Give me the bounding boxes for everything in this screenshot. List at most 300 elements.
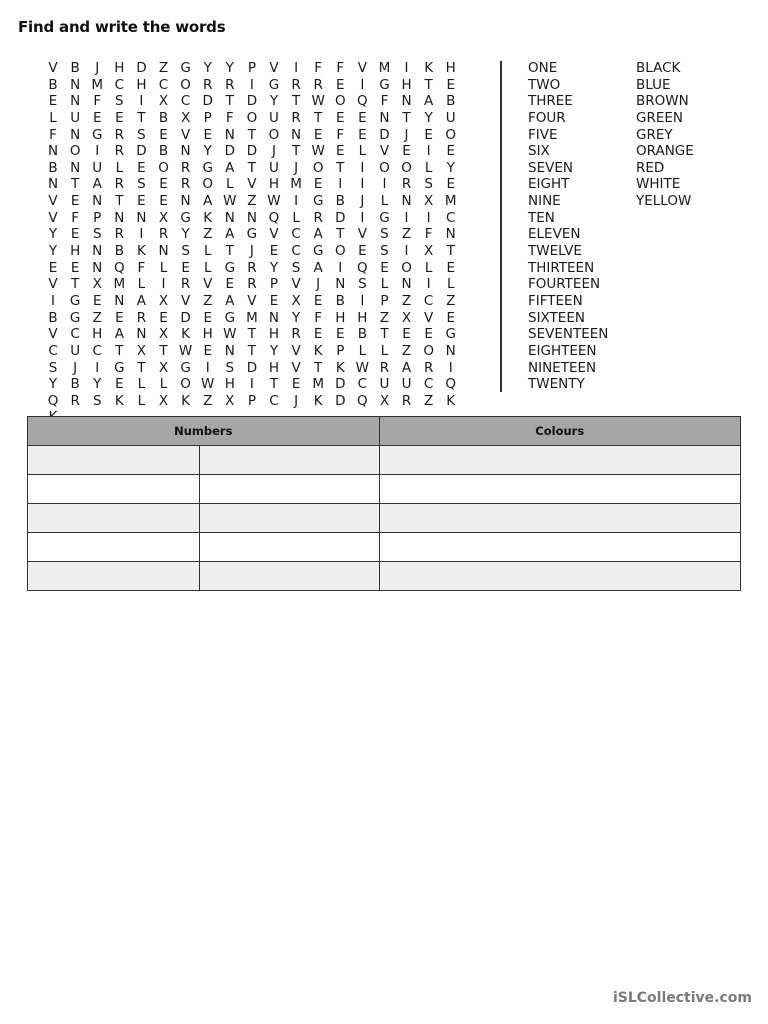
grid-letter: O xyxy=(334,243,346,260)
grid-letter: T xyxy=(269,376,279,393)
grid-letter: Q xyxy=(268,209,280,226)
numbers-answer-cell[interactable] xyxy=(28,475,200,504)
grid-letter: O xyxy=(401,259,412,276)
grid-letter: C xyxy=(70,326,80,343)
grid-letter: T xyxy=(159,342,168,359)
grid-letter: I xyxy=(294,60,299,76)
grid-letter: Y xyxy=(424,109,433,126)
grid-letter: M xyxy=(113,276,126,293)
grid-letter: N xyxy=(136,326,147,343)
grid-letter: O xyxy=(69,143,81,160)
colours-answer-cell[interactable] xyxy=(379,533,741,562)
grid-letter: U xyxy=(92,159,103,176)
number-word: FOUR xyxy=(528,109,566,126)
grid-letter: B xyxy=(158,143,169,160)
grid-letter: F xyxy=(314,309,323,326)
grid-letter: G xyxy=(312,193,324,210)
numbers-answer-cell[interactable] xyxy=(28,562,200,591)
grid-letter: F xyxy=(336,60,345,76)
grid-letter: E xyxy=(446,76,455,93)
grid-letter: I xyxy=(448,359,453,376)
grid-letter: E xyxy=(313,292,323,309)
grid-letter: L xyxy=(380,342,389,359)
grid-letter: O xyxy=(180,376,191,393)
grid-letter: T xyxy=(247,126,257,143)
grid-letter: X xyxy=(136,342,147,359)
grid-letter: X xyxy=(92,276,102,293)
table-row xyxy=(28,562,741,591)
grid-letter: R xyxy=(114,226,125,243)
grid-letter: J xyxy=(316,276,321,293)
grid-letter: Q xyxy=(357,392,368,409)
grid-letter: U xyxy=(379,376,390,393)
grid-letter: E xyxy=(313,126,323,143)
grid-letter: X xyxy=(424,193,434,210)
grid-letter: L xyxy=(446,276,455,293)
grid-letter: S xyxy=(115,93,124,110)
grid-letter: Z xyxy=(379,309,390,326)
grid-letter: K xyxy=(136,243,146,260)
grid-letter: Z xyxy=(203,392,213,409)
grid-letter: R xyxy=(247,276,257,293)
colour-word: YELLOW xyxy=(636,193,692,210)
grid-letter: B xyxy=(114,243,124,260)
grid-letter: R xyxy=(70,392,80,409)
grid-letter: E xyxy=(358,109,367,126)
grid-letter: S xyxy=(92,226,102,243)
grid-letter: K xyxy=(424,60,434,76)
grid-letter: H xyxy=(92,326,103,343)
grid-letter: W xyxy=(267,193,281,210)
grid-letter: B xyxy=(357,326,367,343)
grid-letter: I xyxy=(360,209,365,226)
numbers-answer-cell[interactable] xyxy=(28,533,200,562)
grid-letter: Z xyxy=(203,226,213,243)
numbers-answer-cell[interactable] xyxy=(28,446,200,475)
grid-letter: L xyxy=(292,209,300,226)
grid-letter: T xyxy=(225,93,234,110)
grid-letter: S xyxy=(380,243,389,260)
grid-letter: A xyxy=(225,292,235,309)
grid-letter: E xyxy=(313,176,323,193)
grid-letter: T xyxy=(225,243,234,260)
grid-letter: P xyxy=(269,276,279,293)
grid-letter: J xyxy=(73,359,78,376)
grid-letter: T xyxy=(402,109,411,126)
grid-letter: Y xyxy=(48,243,58,260)
grid-letter: L xyxy=(226,176,234,193)
grid-letter: L xyxy=(358,342,367,359)
grid-letter: I xyxy=(139,93,144,110)
grid-letter: H xyxy=(268,326,280,343)
grid-letter: V xyxy=(48,209,58,226)
colour-word: BLUE xyxy=(636,76,671,93)
grid-letter: I xyxy=(95,143,100,160)
grid-letter: D xyxy=(246,93,258,110)
grid-letter: A xyxy=(313,259,323,276)
number-word: FIFTEEN xyxy=(528,292,583,309)
grid-letter: D xyxy=(335,209,346,226)
grid-letter: D xyxy=(136,143,147,160)
grid-letter: E xyxy=(181,259,190,276)
colours-answer-cell[interactable] xyxy=(379,475,741,504)
grid-letter: J xyxy=(95,60,100,76)
colour-word: ORANGE xyxy=(636,143,694,160)
grid-letter: E xyxy=(203,342,212,359)
grid-letter: Z xyxy=(203,292,213,309)
grid-letter: B xyxy=(70,60,80,76)
grid-letter: R xyxy=(180,276,191,293)
grid-letter: W xyxy=(223,326,237,343)
grid-letter: C xyxy=(446,209,456,226)
grid-letter: E xyxy=(358,126,367,143)
grid-letter: Z xyxy=(424,392,434,409)
grid-letter: P xyxy=(247,60,256,76)
grid-letter: D xyxy=(180,309,191,326)
grid-letter: N xyxy=(268,309,280,326)
grid-letter: O xyxy=(445,126,457,143)
grid-letter: E xyxy=(70,226,80,243)
grid-letter: V xyxy=(379,143,390,160)
grid-letter: C xyxy=(291,243,301,260)
grid-letter: V xyxy=(357,226,367,243)
grid-letter: M xyxy=(290,176,302,193)
grid-letter: F xyxy=(225,109,234,126)
grid-letter: N xyxy=(70,126,81,143)
grid-letter: O xyxy=(180,76,191,93)
grid-letter: G xyxy=(224,309,236,326)
grid-letter: X xyxy=(158,326,169,343)
grid-letter: G xyxy=(445,326,456,343)
grid-letter: I xyxy=(382,176,387,193)
grid-letter: E xyxy=(402,143,411,160)
grid-letter: X xyxy=(158,359,169,376)
grid-letter: U xyxy=(269,159,279,176)
grid-letter: R xyxy=(247,259,257,276)
number-word: TWO xyxy=(528,76,561,93)
grid-letter: L xyxy=(424,259,433,276)
grid-letter: S xyxy=(358,276,367,293)
grid-letter: C xyxy=(423,292,434,309)
grid-letter: A xyxy=(136,292,147,309)
grid-letter: N xyxy=(246,209,257,226)
grid-letter: W xyxy=(201,376,215,393)
grid-letter: K xyxy=(181,326,191,343)
grid-letter: N xyxy=(291,126,302,143)
grid-letter: V xyxy=(48,326,58,343)
grid-letter: P xyxy=(247,392,256,409)
grid-letter: Y xyxy=(203,143,212,160)
number-word: FOURTEEN xyxy=(528,276,601,293)
grid-letter: R xyxy=(225,76,235,93)
grid-letter: W xyxy=(311,93,325,110)
number-word: NINE xyxy=(528,193,561,210)
grid-letter: T xyxy=(137,109,146,126)
grid-letter: A xyxy=(313,226,323,243)
grid-letter: R xyxy=(180,159,191,176)
grid-letter: V xyxy=(48,60,58,76)
grid-letter: T xyxy=(247,326,257,343)
grid-letter: R xyxy=(379,359,390,376)
grid-letter: I xyxy=(360,292,365,309)
grid-letter: V xyxy=(180,126,191,143)
grid-letter: N xyxy=(180,193,191,210)
grid-letter: I xyxy=(249,76,254,93)
numbers-answer-cell[interactable] xyxy=(199,562,379,591)
grid-letter: R xyxy=(313,76,323,93)
grid-letter: V xyxy=(291,276,301,293)
grid-letter: V xyxy=(180,292,191,309)
grid-letter: H xyxy=(357,309,368,326)
grid-letter: J xyxy=(294,159,299,176)
grid-letter: R xyxy=(291,76,301,93)
grid-letter: O xyxy=(246,109,258,126)
grid-letter: I xyxy=(338,176,343,193)
grid-letter: A xyxy=(203,193,213,210)
number-word: THIRTEEN xyxy=(528,259,595,276)
table-row xyxy=(28,533,741,562)
grid-letter: E xyxy=(269,243,279,260)
grid-letter: E xyxy=(380,259,389,276)
grid-letter: T xyxy=(336,159,345,176)
grid-letter: O xyxy=(379,159,390,176)
colours-answer-cell[interactable] xyxy=(379,504,741,533)
grid-letter: K xyxy=(313,342,323,359)
grid-letter: L xyxy=(137,376,146,393)
numbers-word-list xyxy=(528,60,608,393)
grid-letter: T xyxy=(71,176,80,193)
numbers-answer-cell[interactable] xyxy=(199,504,379,533)
grid-letter: A xyxy=(401,359,412,376)
grid-letter: E xyxy=(92,292,102,309)
grid-letter: R xyxy=(423,359,434,376)
grid-letter: H xyxy=(136,76,147,93)
grid-letter: B xyxy=(48,309,58,326)
grid-letter: V xyxy=(48,193,58,210)
grid-letter: G xyxy=(268,76,280,93)
grid-letter: X xyxy=(158,292,169,309)
grid-letter: H xyxy=(445,60,456,76)
numbers-answer-cell[interactable] xyxy=(199,446,379,475)
colour-word: GREEN xyxy=(636,109,683,126)
grid-letter: I xyxy=(139,226,144,243)
grid-letter: I xyxy=(360,176,365,193)
grid-letter: G xyxy=(379,76,390,93)
grid-letter: V xyxy=(357,60,367,76)
grid-letter: K xyxy=(203,209,213,226)
grid-letter: V xyxy=(269,226,279,243)
grid-letter: C xyxy=(357,376,368,393)
number-word: NINETEEN xyxy=(528,359,597,376)
grid-letter: C xyxy=(423,376,434,393)
grid-letter: G xyxy=(312,243,324,260)
grid-letter: K xyxy=(181,392,191,409)
grid-letter: T xyxy=(291,143,301,160)
grid-letter: M xyxy=(378,60,391,76)
numbers-answer-cell[interactable] xyxy=(199,533,379,562)
grid-letter: Y xyxy=(269,259,279,276)
grid-letter: E xyxy=(115,376,124,393)
grid-letter: E xyxy=(159,193,168,210)
grid-letter: N xyxy=(92,193,103,210)
numbers-answer-cell[interactable] xyxy=(199,475,379,504)
grid-letter: Q xyxy=(357,93,368,110)
grid-letter: U xyxy=(445,109,456,126)
grid-letter: F xyxy=(137,259,146,276)
grid-letter: E xyxy=(115,309,124,326)
grid-letter: F xyxy=(424,226,433,243)
grid-letter: I xyxy=(161,276,166,293)
grid-letter: D xyxy=(335,376,346,393)
colour-word: GREY xyxy=(636,126,673,143)
grid-letter: N xyxy=(401,276,412,293)
grid-letter: E xyxy=(446,309,455,326)
grid-letter: C xyxy=(269,392,279,409)
grid-letter: H xyxy=(114,60,125,76)
grid-letter: B xyxy=(158,109,169,126)
table-row xyxy=(28,475,741,504)
grid-letter: N xyxy=(180,143,191,160)
grid-letter: N xyxy=(70,159,81,176)
grid-letter: F xyxy=(380,93,389,110)
grid-letter: E xyxy=(313,326,323,343)
numbers-header: Numbers xyxy=(28,417,380,446)
grid-letter: E xyxy=(159,176,168,193)
number-word: SIX xyxy=(528,143,550,160)
grid-letter: G xyxy=(379,209,390,226)
grid-letter: E xyxy=(115,109,124,126)
colours-answer-cell[interactable] xyxy=(379,446,741,475)
grid-letter: W xyxy=(311,143,325,160)
grid-letter: Z xyxy=(401,342,412,359)
grid-letter: L xyxy=(115,159,124,176)
grid-letter: Q xyxy=(357,259,368,276)
grid-letter: Y xyxy=(269,93,279,110)
grid-letter: Y xyxy=(93,376,102,393)
grid-letter: P xyxy=(93,209,102,226)
grid-letter: Y xyxy=(291,309,301,326)
answer-table xyxy=(27,416,741,591)
grid-letter: M xyxy=(246,309,258,326)
grid-letter: T xyxy=(424,76,433,93)
grid-letter: B xyxy=(48,76,58,93)
grid-letter: I xyxy=(404,209,409,226)
number-word: SEVEN xyxy=(528,159,573,176)
grid-letter: V xyxy=(269,60,279,76)
grid-letter: X xyxy=(180,109,191,126)
grid-letter: E xyxy=(446,259,455,276)
grid-letter: M xyxy=(444,193,457,210)
grid-letter: B xyxy=(335,193,345,210)
grid-letter: I xyxy=(338,259,343,276)
grid-letter: S xyxy=(181,243,190,260)
grid-letter: E xyxy=(70,259,80,276)
grid-letter: C xyxy=(48,342,58,359)
grid-letter: L xyxy=(137,276,146,293)
grid-letter: Z xyxy=(247,193,257,210)
number-word: FIVE xyxy=(528,126,558,143)
grid-letter: N xyxy=(401,93,412,110)
grid-letter: Z xyxy=(401,226,412,243)
grid-letter: E xyxy=(424,126,433,143)
grid-letter: R xyxy=(114,126,125,143)
grid-letter: I xyxy=(360,76,365,93)
colours-word-list xyxy=(636,60,694,210)
grid-letter: E xyxy=(92,109,102,126)
grid-letter: V xyxy=(424,309,434,326)
grid-letter: N xyxy=(92,259,103,276)
grid-letter: H xyxy=(401,76,412,93)
grid-letter: N xyxy=(158,243,169,260)
grid-letter: G xyxy=(246,226,258,243)
grid-letter: V xyxy=(291,342,301,359)
grid-letter: I xyxy=(294,193,299,210)
grid-letter: E xyxy=(48,93,58,110)
grid-letter: L xyxy=(380,193,389,210)
grid-letter: L xyxy=(49,109,57,126)
grid-letter: C xyxy=(158,76,169,93)
grid-letter: E xyxy=(336,143,345,160)
grid-letter: M xyxy=(312,376,324,393)
grid-letter: E xyxy=(269,292,279,309)
colours-answer-cell[interactable] xyxy=(379,562,741,591)
grid-letter: B xyxy=(446,93,456,110)
grid-letter: B xyxy=(48,159,58,176)
grid-letter: T xyxy=(115,193,124,210)
grid-letter: G xyxy=(69,309,81,326)
grid-letter: A xyxy=(225,226,235,243)
grid-letter: R xyxy=(203,76,213,93)
grid-letter: N xyxy=(379,109,390,126)
grid-letter: L xyxy=(159,259,168,276)
grid-letter: H xyxy=(202,326,213,343)
grid-letter: H xyxy=(268,176,280,193)
grid-letter: R xyxy=(114,143,125,160)
grid-letter: O xyxy=(202,176,214,193)
grid-letter: V xyxy=(291,359,301,376)
grid-letter: N xyxy=(445,226,456,243)
number-word: SEVENTEEN xyxy=(528,326,609,343)
grid-letter: X xyxy=(158,93,169,110)
grid-letter: E xyxy=(358,243,367,260)
colour-word: RED xyxy=(636,159,665,176)
numbers-answer-cell[interactable] xyxy=(28,504,200,533)
grid-letter: S xyxy=(225,359,235,376)
grid-letter: I xyxy=(426,276,431,293)
grid-letter: R xyxy=(291,326,301,343)
grid-letter: I xyxy=(404,60,409,76)
grid-letter: X xyxy=(291,292,301,309)
grid-letter: Q xyxy=(445,376,457,393)
colour-word: BROWN xyxy=(636,93,689,110)
grid-letter: V xyxy=(247,176,257,193)
grid-letter: E xyxy=(159,126,168,143)
grid-letter: N xyxy=(47,143,59,160)
number-word: ONE xyxy=(528,60,558,76)
number-word: TEN xyxy=(528,209,555,226)
grid-letter: S xyxy=(48,359,58,376)
grid-letter: A xyxy=(114,326,124,343)
grid-letter: S xyxy=(92,392,102,409)
grid-letter: E xyxy=(424,326,433,343)
grid-letter: R xyxy=(291,109,301,126)
number-word: THREE xyxy=(528,93,573,110)
grid-letter: L xyxy=(358,143,367,160)
grid-letter: N xyxy=(224,342,235,359)
colour-word: WHITE xyxy=(636,176,681,193)
grid-letter: G xyxy=(202,159,213,176)
grid-letter: N xyxy=(136,209,147,226)
